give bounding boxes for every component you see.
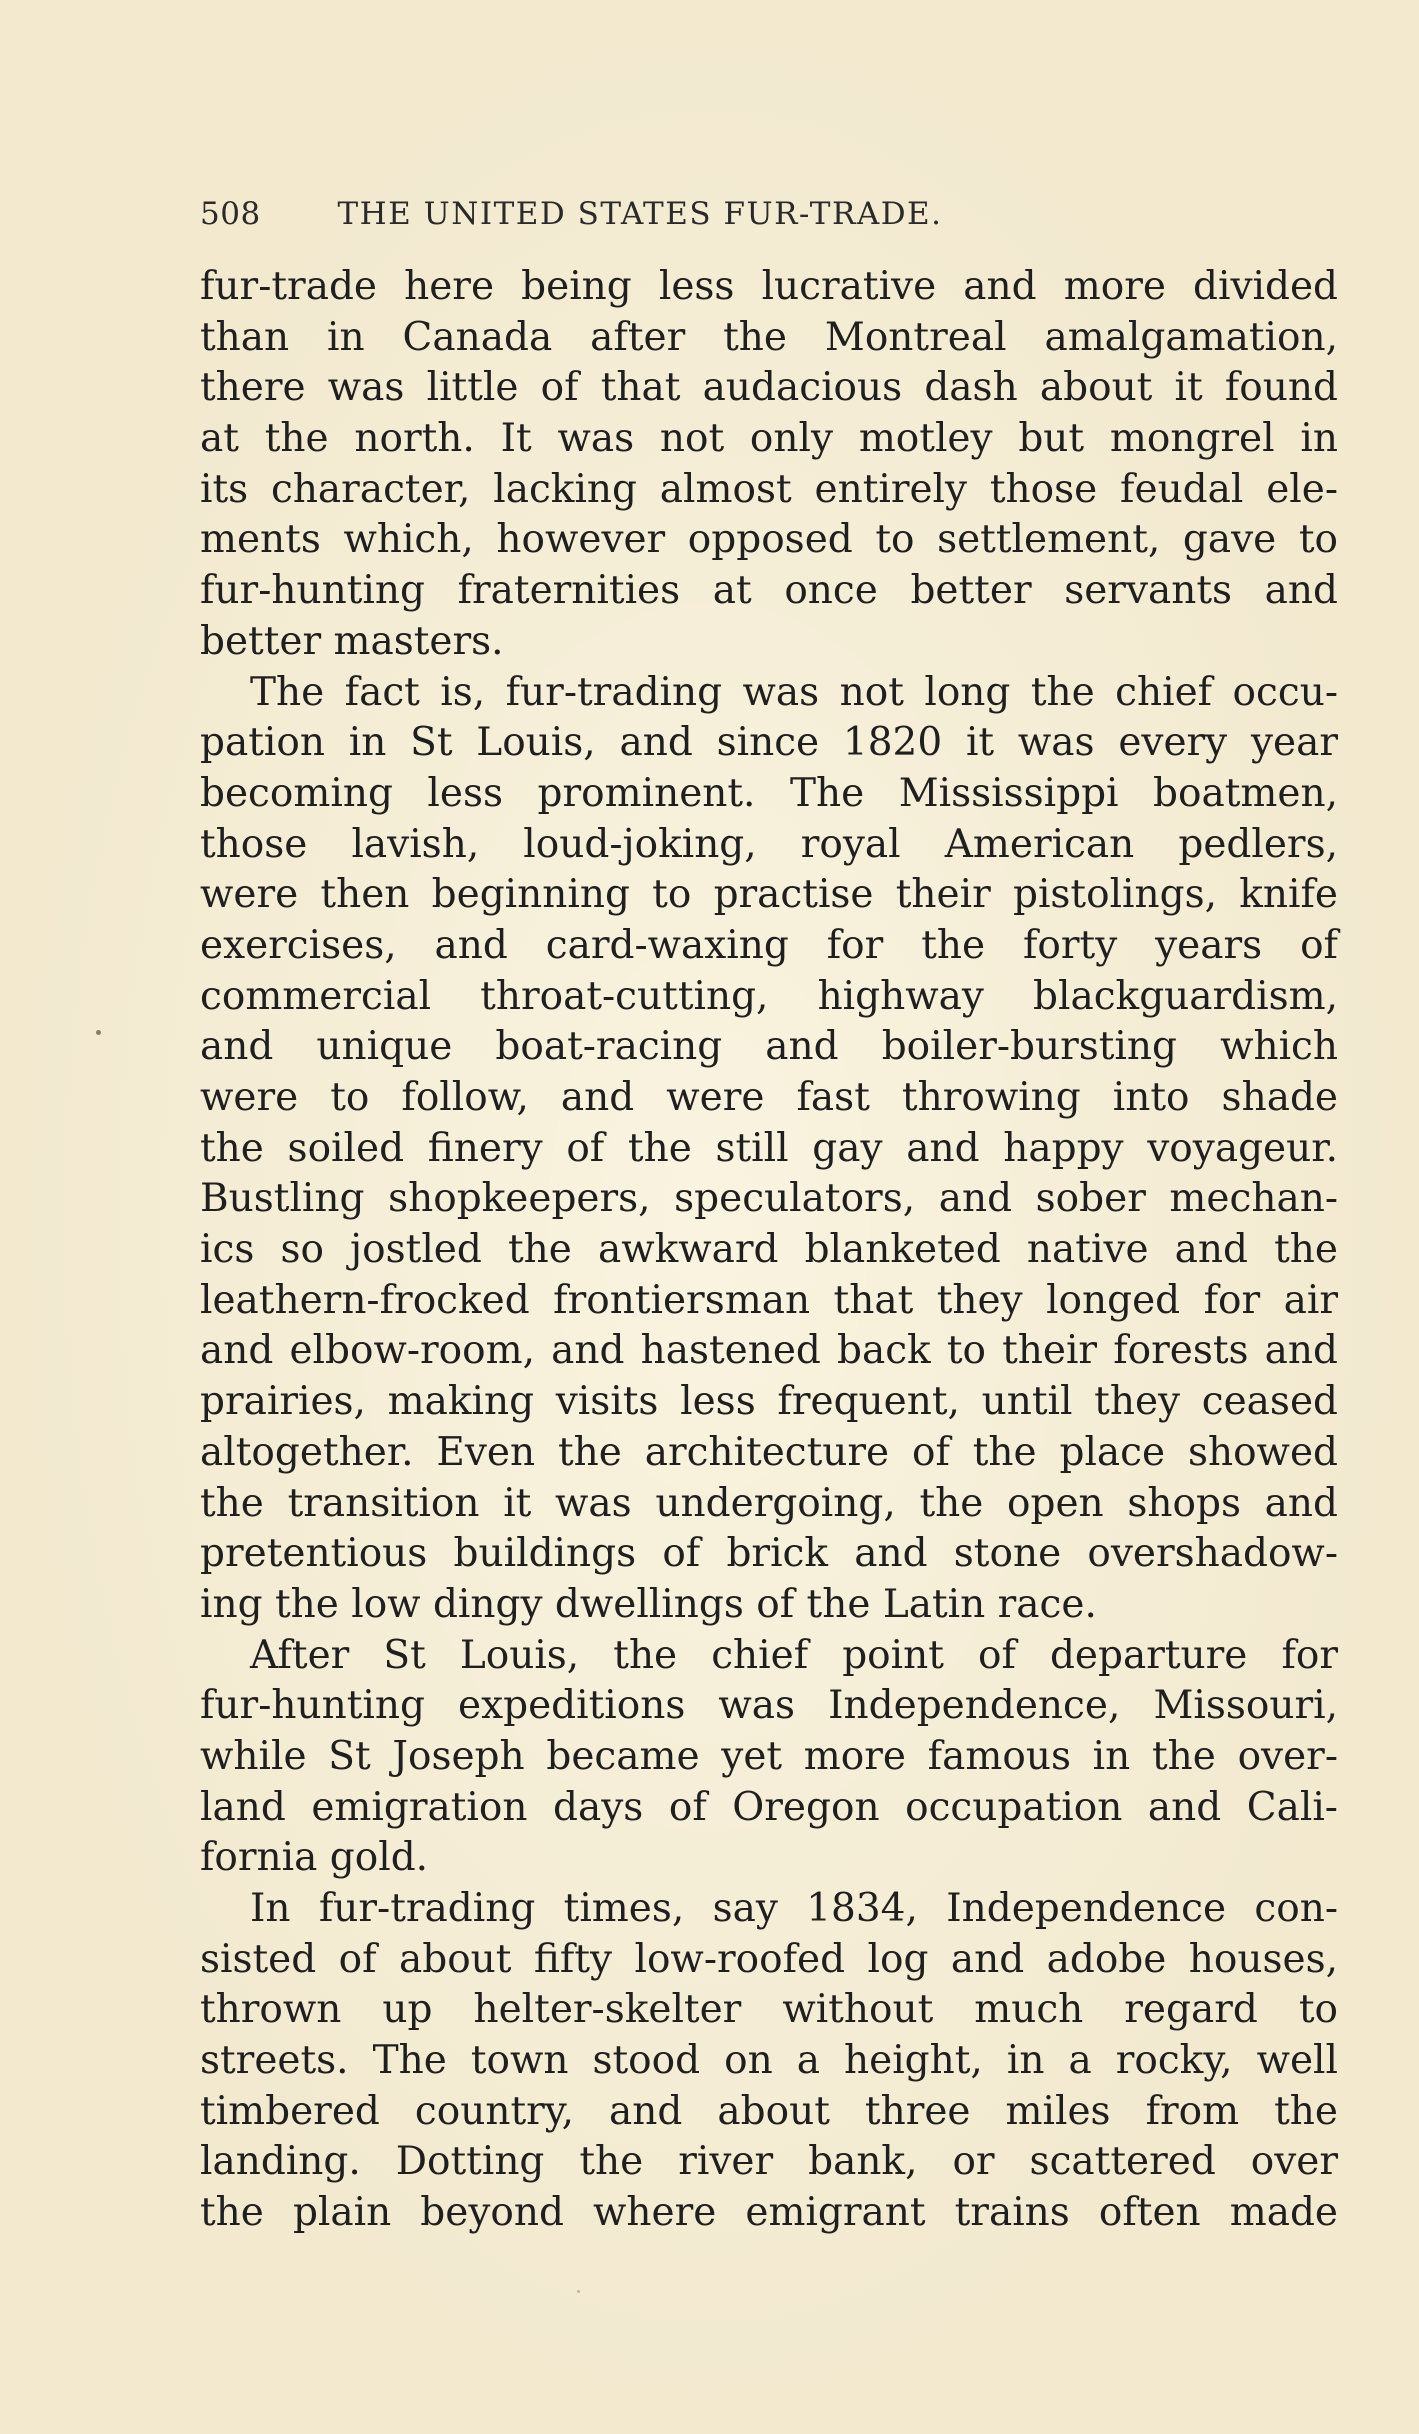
- text-line: its character, lacking almost entirely those feudal ele-: [200, 466, 1338, 512]
- text-line: than in Canada after the Montreal amalgamation,: [200, 314, 1338, 360]
- text-line: were to follow, and were fast throwing into shade: [200, 1075, 1338, 1120]
- text-line: After St Louis, the chief point of departure for: [250, 1632, 1338, 1678]
- text-line: thrown up helter-skelter without much regard to: [200, 1987, 1338, 2033]
- text-line: Bustling shopkeepers, speculators, and sober mechan-: [200, 1176, 1338, 1222]
- text-line: prairies, making visits less frequent, until they ceased: [200, 1379, 1338, 1425]
- paragraph: [200, 1884, 1338, 2239]
- text-line: there was little of that audacious dash about it found: [200, 365, 1338, 411]
- text-line: ics so jostled the awkward blanketed native and the: [200, 1227, 1338, 1273]
- text-line: sisted of about fifty low-roofed log and adobe houses,: [200, 1936, 1338, 1982]
- text-line: ments which, however opposed to settlement, gave to: [200, 517, 1338, 563]
- text-line: pretentious buildings of brick and stone overshadow-: [200, 1531, 1338, 1577]
- text-line: the soiled finery of the still gay and happy voyageur.: [200, 1125, 1338, 1171]
- text-line: leathern-frocked frontiersman that they longed for air: [200, 1277, 1338, 1323]
- text-line: and elbow-room, and hastened back to their forests and: [200, 1328, 1338, 1374]
- page-header: [200, 196, 1080, 242]
- text-line: better masters.: [200, 618, 504, 664]
- text-line: becoming less prominent. The Mississippi boatmen,: [200, 770, 1338, 816]
- text-line: fur-hunting expeditions was Independence, Missouri,: [200, 1683, 1338, 1729]
- text-line: In fur-trading times, say 1834, Independence con-: [250, 1886, 1338, 1931]
- text-line: timbered country, and about three miles from the: [200, 2088, 1338, 2134]
- text-line: land emigration days of Oregon occupation and Cali-: [200, 1784, 1338, 1830]
- text-line: commercial throat-cutting, highway blackguardism,: [200, 973, 1338, 1019]
- text-line: at the north. It was not only motley but mongrel in: [200, 416, 1338, 462]
- page-number: 508: [200, 196, 261, 232]
- running-head: THE UNITED STATES FUR-TRADE.: [337, 196, 943, 232]
- text-line: fur-trade here being less lucrative and more divided: [200, 264, 1338, 309]
- text-line: ing the low dingy dwellings of the Latin race.: [200, 1581, 1097, 1627]
- text-line: those lavish, loud-joking, royal American pedlers,: [200, 821, 1338, 867]
- text-line: the plain beyond where emigrant trains often made: [200, 2190, 1338, 2236]
- text-line: The fact is, fur-trading was not long the chief occu-: [250, 669, 1338, 715]
- text-line: and unique boat-racing and boiler-bursting which: [200, 1024, 1338, 1070]
- paper-speck: [96, 1030, 101, 1035]
- text-line: exercises, and card-waxing for the forty years of: [200, 922, 1338, 968]
- paragraph: [200, 262, 1338, 668]
- text-line: streets. The town stood on a height, in a rocky, well: [200, 2038, 1338, 2084]
- text-line: fur-hunting fraternities at once better servants and: [200, 568, 1338, 614]
- body-text: [200, 262, 1338, 2239]
- paragraph: [200, 1631, 1338, 1884]
- text-line: pation in St Louis, and since 1820 it was every year: [200, 720, 1338, 766]
- paragraph: [200, 668, 1338, 1631]
- text-line: fornia gold.: [200, 1835, 429, 1881]
- paper-speck: [577, 2290, 580, 2293]
- text-line: were then beginning to practise their pistolings, knife: [200, 872, 1338, 918]
- text-line: while St Joseph became yet more famous in the over-: [200, 1733, 1338, 1779]
- text-line: the transition it was undergoing, the open shops and: [200, 1480, 1338, 1526]
- text-line: altogether. Even the architecture of the place showed: [200, 1429, 1338, 1475]
- text-line: landing. Dotting the river bank, or scattered over: [200, 2139, 1338, 2185]
